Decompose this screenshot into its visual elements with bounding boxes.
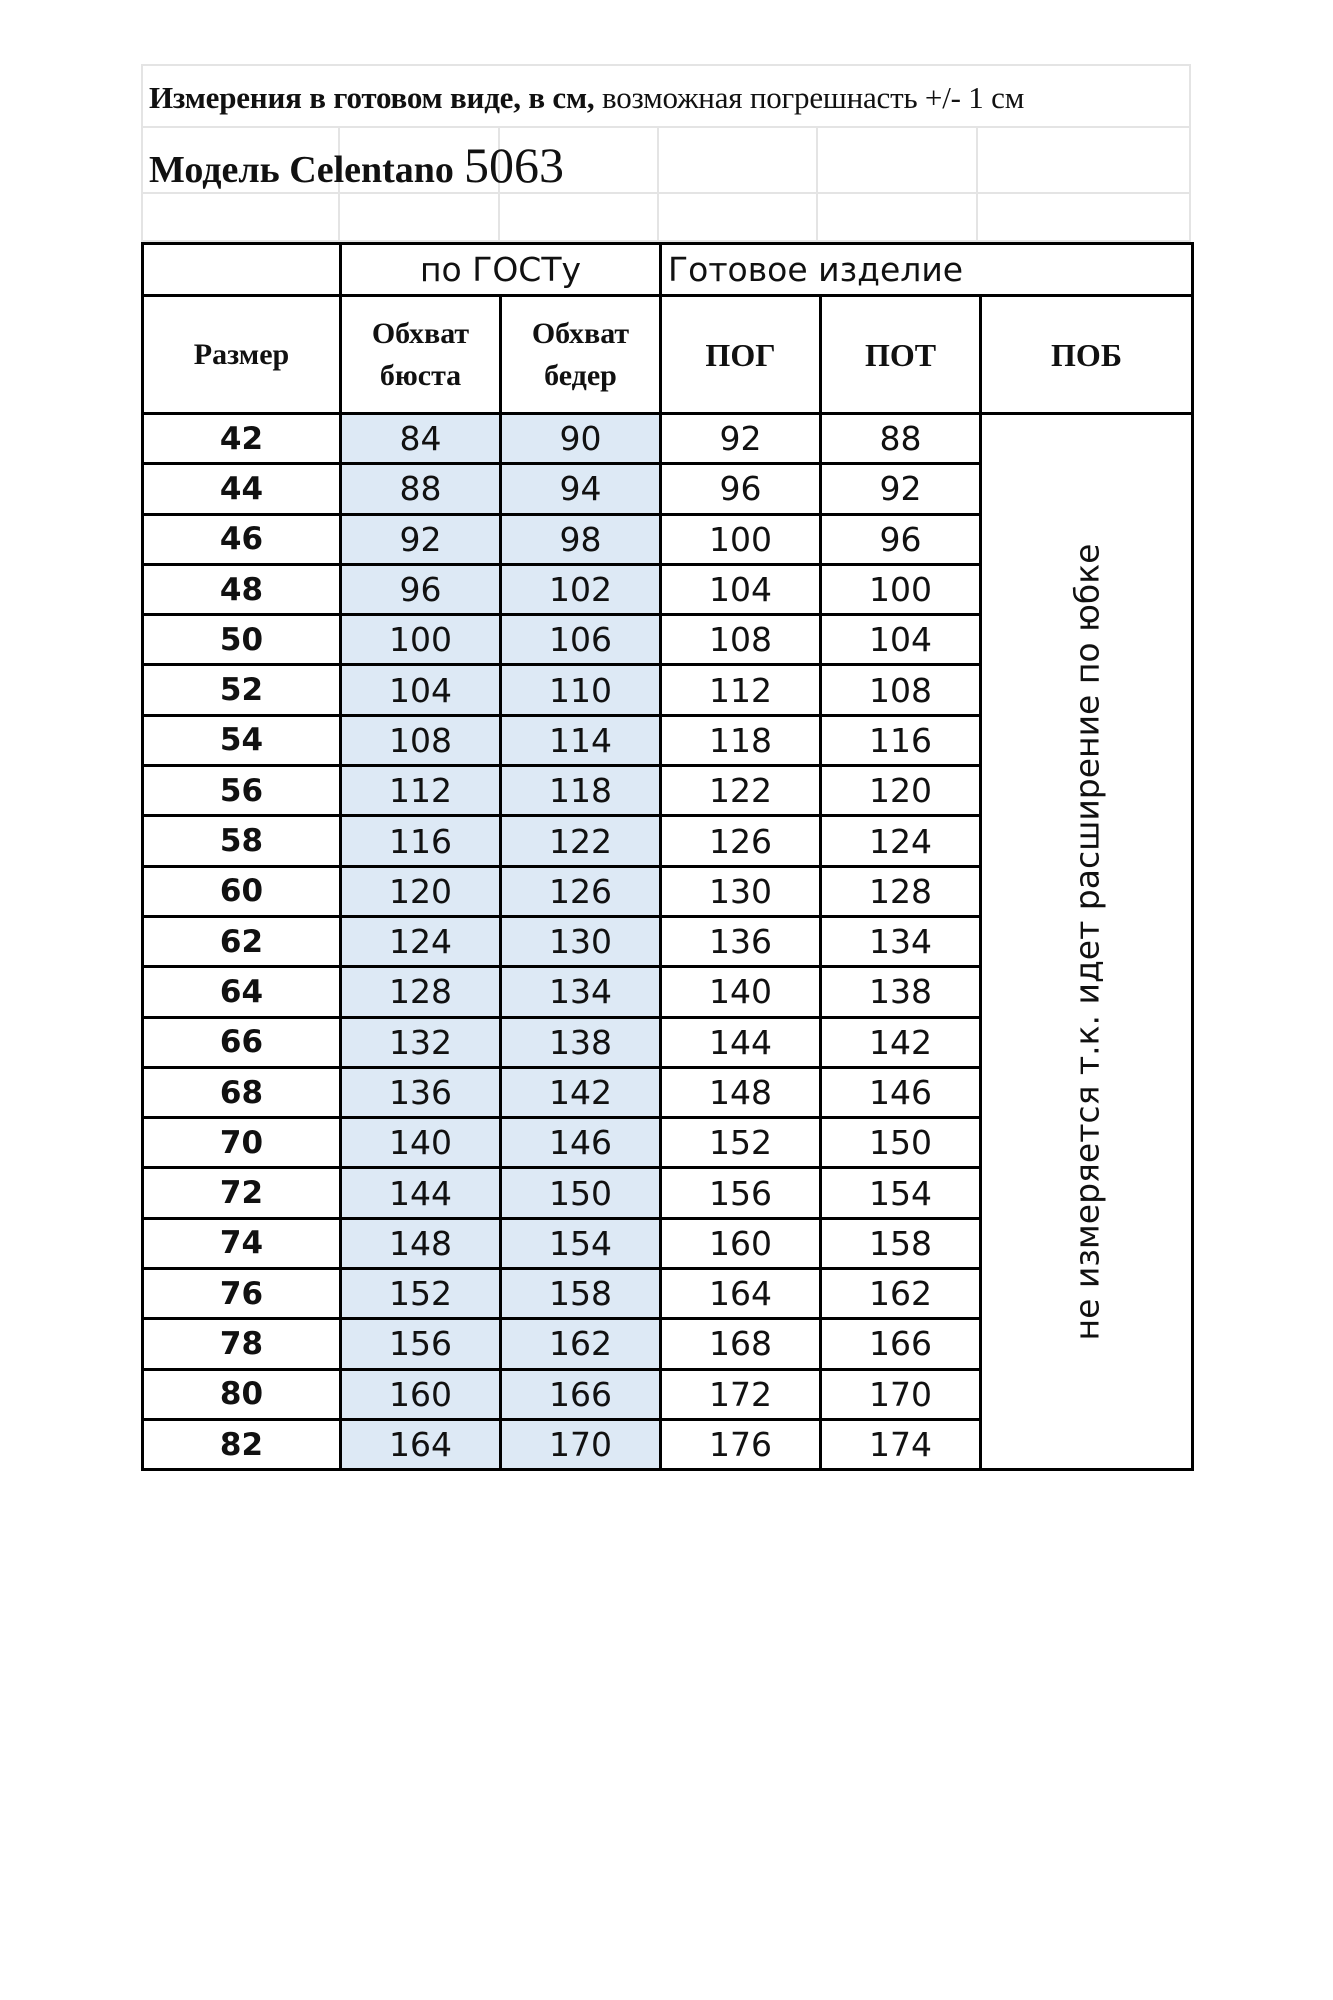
pot-cell: 170	[821, 1369, 981, 1419]
table-row	[143, 414, 1193, 464]
size-cell: 80	[143, 1369, 341, 1419]
pog-cell: 140	[661, 967, 821, 1017]
hips-cell: 146	[501, 1118, 661, 1168]
hips-cell: 166	[501, 1369, 661, 1419]
pot-cell: 162	[821, 1269, 981, 1319]
pog-cell: 144	[661, 1017, 821, 1067]
pot-cell: 166	[821, 1319, 981, 1369]
bust-cell: 148	[341, 1218, 501, 1268]
grid-cell	[143, 194, 340, 240]
bust-header-line1: Обхват	[371, 316, 470, 350]
grid-cell	[500, 194, 659, 240]
pog-cell: 164	[661, 1269, 821, 1319]
group-header-row	[143, 244, 1193, 296]
bust-cell: 132	[341, 1017, 501, 1067]
pot-cell: 96	[821, 514, 981, 564]
bust-cell: 152	[341, 1269, 501, 1319]
title-normal: возможная погрешнасть +/- 1 см	[594, 80, 1025, 115]
hips-cell: 126	[501, 866, 661, 916]
size-cell: 70	[143, 1118, 341, 1168]
bust-header	[341, 296, 501, 414]
grid-cell	[818, 128, 977, 192]
size-cell: 78	[143, 1319, 341, 1369]
size-cell: 50	[143, 615, 341, 665]
hips-cell: 110	[501, 665, 661, 715]
size-cell: 52	[143, 665, 341, 715]
pob-note-cell	[981, 414, 1193, 1470]
pot-header: ПОТ	[821, 296, 981, 414]
hips-cell: 90	[501, 414, 661, 464]
pog-cell: 176	[661, 1419, 821, 1469]
hips-cell: 102	[501, 564, 661, 614]
size-table	[141, 242, 1194, 1471]
size-cell: 82	[143, 1419, 341, 1469]
size-cell: 42	[143, 414, 341, 464]
pot-cell: 134	[821, 916, 981, 966]
bust-cell: 100	[341, 615, 501, 665]
pot-cell: 154	[821, 1168, 981, 1218]
pog-cell: 136	[661, 916, 821, 966]
grid-cell	[978, 128, 1189, 192]
pog-cell: 130	[661, 866, 821, 916]
pog-cell: 168	[661, 1319, 821, 1369]
pog-cell: 100	[661, 514, 821, 564]
pot-cell: 116	[821, 715, 981, 765]
bust-cell: 120	[341, 866, 501, 916]
model-title	[149, 136, 564, 194]
size-cell: 66	[143, 1017, 341, 1067]
grid-cell	[978, 194, 1189, 240]
hips-cell: 150	[501, 1168, 661, 1218]
model-row	[141, 128, 1191, 194]
column-header-row	[143, 296, 1193, 414]
pog-cell: 118	[661, 715, 821, 765]
size-cell: 62	[143, 916, 341, 966]
bust-cell: 156	[341, 1319, 501, 1369]
pog-cell: 172	[661, 1369, 821, 1419]
pot-cell: 142	[821, 1017, 981, 1067]
size-cell: 48	[143, 564, 341, 614]
hips-cell: 154	[501, 1218, 661, 1268]
grid-cell	[818, 194, 977, 240]
pog-header: ПОГ	[661, 296, 821, 414]
title-bold: Измерения в готовом виде, в см,	[149, 80, 595, 115]
hips-cell: 142	[501, 1067, 661, 1117]
pob-header: ПОБ	[981, 296, 1193, 414]
pot-cell: 120	[821, 766, 981, 816]
pog-cell: 160	[661, 1218, 821, 1268]
pog-cell: 122	[661, 766, 821, 816]
bust-cell: 108	[341, 715, 501, 765]
size-cell: 44	[143, 464, 341, 514]
bust-cell: 164	[341, 1419, 501, 1469]
pog-cell: 112	[661, 665, 821, 715]
hips-header	[501, 296, 661, 414]
pot-cell: 88	[821, 414, 981, 464]
pot-cell: 158	[821, 1218, 981, 1268]
size-cell: 46	[143, 514, 341, 564]
bust-cell: 92	[341, 514, 501, 564]
hips-header-line1: Обхват	[531, 316, 630, 350]
bust-cell: 84	[341, 414, 501, 464]
ready-group-header: Готовое изделие	[661, 244, 1193, 296]
model-label: Модель Celentano	[149, 149, 454, 191]
pot-cell: 104	[821, 615, 981, 665]
pot-cell: 128	[821, 866, 981, 916]
bust-cell: 96	[341, 564, 501, 614]
hips-cell: 158	[501, 1269, 661, 1319]
hips-cell: 122	[501, 816, 661, 866]
pot-cell: 124	[821, 816, 981, 866]
pob-note-text: не измеряется т.к. идет расширение по юбке	[1067, 543, 1106, 1341]
bust-cell: 104	[341, 665, 501, 715]
pot-cell: 150	[821, 1118, 981, 1168]
hips-cell: 170	[501, 1419, 661, 1469]
size-cell: 72	[143, 1168, 341, 1218]
bust-cell: 160	[341, 1369, 501, 1419]
size-cell: 56	[143, 766, 341, 816]
size-cell: 68	[143, 1067, 341, 1117]
size-cell: 74	[143, 1218, 341, 1268]
pog-cell: 104	[661, 564, 821, 614]
size-cell: 76	[143, 1269, 341, 1319]
bust-cell: 116	[341, 816, 501, 866]
hips-cell: 106	[501, 615, 661, 665]
bust-cell: 112	[341, 766, 501, 816]
size-header: Размер	[143, 296, 341, 414]
pot-cell: 174	[821, 1419, 981, 1469]
pog-cell: 126	[661, 816, 821, 866]
measurement-title	[149, 80, 1024, 116]
size-cell: 58	[143, 816, 341, 866]
hips-cell: 98	[501, 514, 661, 564]
spreadsheet	[141, 64, 1191, 1471]
grid-cell	[659, 128, 818, 192]
empty-row	[141, 194, 1191, 242]
pog-cell: 148	[661, 1067, 821, 1117]
size-cell: 60	[143, 866, 341, 916]
grid-cell	[340, 194, 499, 240]
bust-cell: 136	[341, 1067, 501, 1117]
bust-header-line2: бюста	[379, 358, 462, 392]
bust-cell: 140	[341, 1118, 501, 1168]
hips-cell: 118	[501, 766, 661, 816]
pog-cell: 92	[661, 414, 821, 464]
pot-cell: 138	[821, 967, 981, 1017]
model-number: 5063	[463, 137, 564, 193]
hips-cell: 130	[501, 916, 661, 966]
gost-group-header: по ГОСТу	[341, 244, 661, 296]
pog-cell: 108	[661, 615, 821, 665]
hips-cell: 162	[501, 1319, 661, 1369]
bust-cell: 124	[341, 916, 501, 966]
pog-cell: 96	[661, 464, 821, 514]
pot-cell: 146	[821, 1067, 981, 1117]
pot-cell: 100	[821, 564, 981, 614]
hips-cell: 114	[501, 715, 661, 765]
bust-cell: 88	[341, 464, 501, 514]
hips-cell: 138	[501, 1017, 661, 1067]
hips-cell: 134	[501, 967, 661, 1017]
hips-header-line2: бедер	[544, 358, 617, 392]
bust-cell: 144	[341, 1168, 501, 1218]
title-row	[141, 64, 1191, 128]
size-cell: 54	[143, 715, 341, 765]
grid-cell	[659, 194, 818, 240]
pot-cell: 108	[821, 665, 981, 715]
bust-cell: 128	[341, 967, 501, 1017]
hips-cell: 94	[501, 464, 661, 514]
blank-cell	[143, 244, 341, 296]
pog-cell: 156	[661, 1168, 821, 1218]
pog-cell: 152	[661, 1118, 821, 1168]
pot-cell: 92	[821, 464, 981, 514]
size-cell: 64	[143, 967, 341, 1017]
